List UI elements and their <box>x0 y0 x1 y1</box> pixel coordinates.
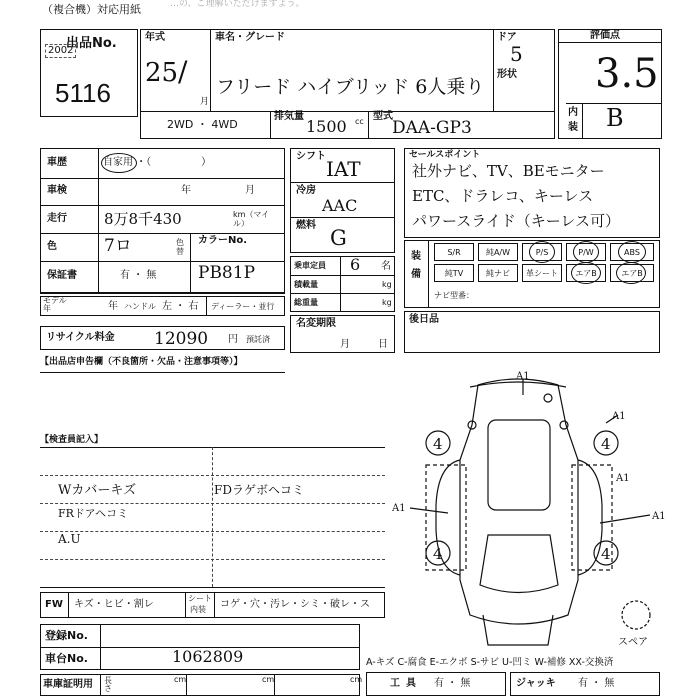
color-sub: 色替 <box>176 238 184 256</box>
inspector-label: 【検査員記入】 <box>40 435 104 445</box>
year-label: 年式 <box>145 32 165 43</box>
color-value: 7ロ <box>104 236 132 256</box>
capacity-label: 乗車定員 <box>294 261 326 270</box>
aircon-label: 冷房 <box>296 185 316 196</box>
history-label: 車歴 <box>47 157 67 168</box>
mark-right: A1 <box>652 511 666 522</box>
model-year-value: 年 <box>108 301 118 312</box>
inspector-note-1: Wカバーキズ <box>58 483 137 498</box>
fuel-value: G <box>330 226 347 250</box>
handle-value: 左 ・ 右 <box>162 301 199 312</box>
mark-right-top: A1 <box>612 411 626 422</box>
tire-fl: 4 <box>433 435 443 453</box>
name-change-label: 名変期限 <box>296 318 336 329</box>
equipment-label-2: 備 <box>411 269 421 280</box>
int-label-1: 内 <box>568 107 578 118</box>
cert-label: 車庫証明用 <box>43 679 93 690</box>
car-diagram <box>388 365 688 660</box>
interior-text-1: キズ・ヒビ・割レ <box>74 599 154 610</box>
load-label: 積載量 <box>294 280 318 289</box>
load-unit: kg <box>382 280 392 289</box>
mileage-label: 走行 <box>47 213 67 224</box>
score-label: 評価点 <box>590 30 620 41</box>
capacity-unit: 名 <box>381 261 391 272</box>
score-value: 3.5 <box>595 51 659 97</box>
sales-point-2: ETC、ドラレコ、キーレス <box>412 187 594 205</box>
chassis-label: 車台No. <box>45 652 88 665</box>
warranty-value: 有 ・ 無 <box>120 270 157 281</box>
cert-len: 長さ <box>104 676 112 693</box>
header-faint-text: …の、ご理解いただけますよう。 <box>170 0 305 9</box>
inspector-note-right-1: FDラゲボヘコミ <box>214 483 304 497</box>
sales-point-1: 社外ナビ、TV、BEモニター <box>412 162 605 180</box>
lot-number: 5116 <box>55 78 111 108</box>
color-code-value: PB81P <box>198 263 256 283</box>
equip-ps: P/S <box>522 243 562 261</box>
capacity-value: 6 <box>350 255 361 274</box>
recycle-label: リサイクル料金 <box>46 332 115 343</box>
tire-fr: 4 <box>601 435 611 453</box>
tools-label: 工具 <box>390 678 422 689</box>
legend-text: A-キズ C-腐食 E-エクボ S-サビ U-凹ミ W-補修 XX-交換済 <box>366 657 614 668</box>
cert-unit-2: cm <box>262 675 275 684</box>
tools-value: 有 ・ 無 <box>434 678 471 689</box>
mark-left: A1 <box>392 503 406 514</box>
seller-note-label: 【出品店申告欄（不良箇所・欠品・注意事項等）】 <box>40 357 243 367</box>
equip-aw: 純A/W <box>478 243 518 261</box>
dealer-label: ディーラー・並行 <box>211 302 275 311</box>
fuel-label: 燃料 <box>296 220 316 231</box>
fw-label: FW <box>45 599 63 610</box>
chassis-value: 1062809 <box>172 647 244 666</box>
name-change-unit: 月日 <box>340 339 416 350</box>
weight-label: 総重量 <box>294 298 318 307</box>
shape-label: 形状 <box>497 69 517 80</box>
weight-unit: kg <box>382 298 392 307</box>
door-value: 5 <box>510 42 523 66</box>
mark-top: A1 <box>516 371 530 382</box>
aftermarket-label: 後日品 <box>409 314 439 325</box>
registration-label: 登録No. <box>45 629 88 642</box>
inspection-label: 車検 <box>47 185 67 196</box>
mileage-value: 8万8千430 <box>104 210 182 228</box>
year-value: 25 <box>145 58 179 88</box>
drive-label: 2WD ・ 4WD <box>167 118 238 131</box>
lot-box <box>40 29 138 117</box>
recycle-tail: 預託済 <box>246 335 270 344</box>
aircon-value: AAC <box>322 196 358 215</box>
warranty-label: 保証書 <box>47 270 77 281</box>
color-code-label: カラーNo. <box>198 235 248 246</box>
equip-airbag-1: エアB <box>566 264 606 282</box>
seat-label-1: シート <box>188 594 212 603</box>
cert-unit-1: cm <box>174 675 187 684</box>
equip-pw: P/W <box>566 243 606 261</box>
model-label: 型式 <box>373 111 393 122</box>
recycle-value: 12090 <box>154 329 209 349</box>
equip-airbag-2: エアB <box>610 264 654 282</box>
lot-stamp: 2002 <box>45 44 76 58</box>
interior-text-2: コゲ・穴・汚レ・シミ・破レ・ス <box>220 599 370 610</box>
shift-value: IAT <box>326 157 361 181</box>
inspector-note-3: A.U <box>58 532 81 546</box>
displacement-label: 排気量 <box>274 111 304 122</box>
tire-rr: 4 <box>601 545 611 563</box>
inspection-month-unit: 月 <box>245 185 255 196</box>
nav-model-label: ナビ型番： <box>434 291 474 300</box>
equip-leather: 革シート <box>522 264 562 282</box>
equip-abs: ABS <box>610 243 654 261</box>
spare-label: スペア <box>618 637 648 648</box>
mark-right-mid: A1 <box>616 473 630 484</box>
displacement-value: 1500 <box>306 117 347 136</box>
equip-sr: S/R <box>434 243 474 261</box>
sales-point-3: パワースライド（キーレス可） <box>412 212 621 230</box>
model-value: DAA-GP3 <box>392 118 472 138</box>
lot-label: 出品No. <box>66 36 117 51</box>
car-value: フリード ハイブリッド 6人乗り <box>216 76 485 98</box>
equip-nav: 純ナビ <box>478 264 518 282</box>
year-unit: 月 <box>200 97 210 107</box>
door-label: ドア <box>497 32 517 43</box>
displacement-unit: cc <box>355 117 364 126</box>
inspector-note-2: FRドアヘコミ <box>58 507 129 520</box>
equip-tv: 純TV <box>434 264 474 282</box>
int-value: B <box>606 104 624 132</box>
year-slash: / <box>178 55 188 88</box>
header-note: （複合機）対応用紙 <box>42 3 141 16</box>
shift-label: シフト <box>296 151 326 162</box>
jack-value: 有 ・ 無 <box>578 678 615 689</box>
seat-label-2: 内装 <box>190 605 206 614</box>
model-year-label: モデル年 <box>43 296 67 313</box>
aftermarket-box <box>404 311 660 353</box>
sales-points-label: セールスポイント <box>409 150 481 160</box>
car-label: 車名・グレード <box>215 32 285 43</box>
jack-label: ジャッキ <box>516 678 556 689</box>
tire-rl: 4 <box>433 545 443 563</box>
handle-label: ハンドル <box>124 302 156 311</box>
history-value: 自家用 ・（ ） <box>103 157 212 168</box>
inspection-year-unit: 年 <box>181 185 191 196</box>
int-label-2: 装 <box>568 122 578 133</box>
equipment-label-1: 装 <box>411 251 421 262</box>
recycle-unit: 円 <box>228 334 238 345</box>
color-label: 色 <box>47 241 57 252</box>
cert-unit-3: cm <box>350 675 363 684</box>
mileage-unit: km（マイル） <box>233 210 270 228</box>
